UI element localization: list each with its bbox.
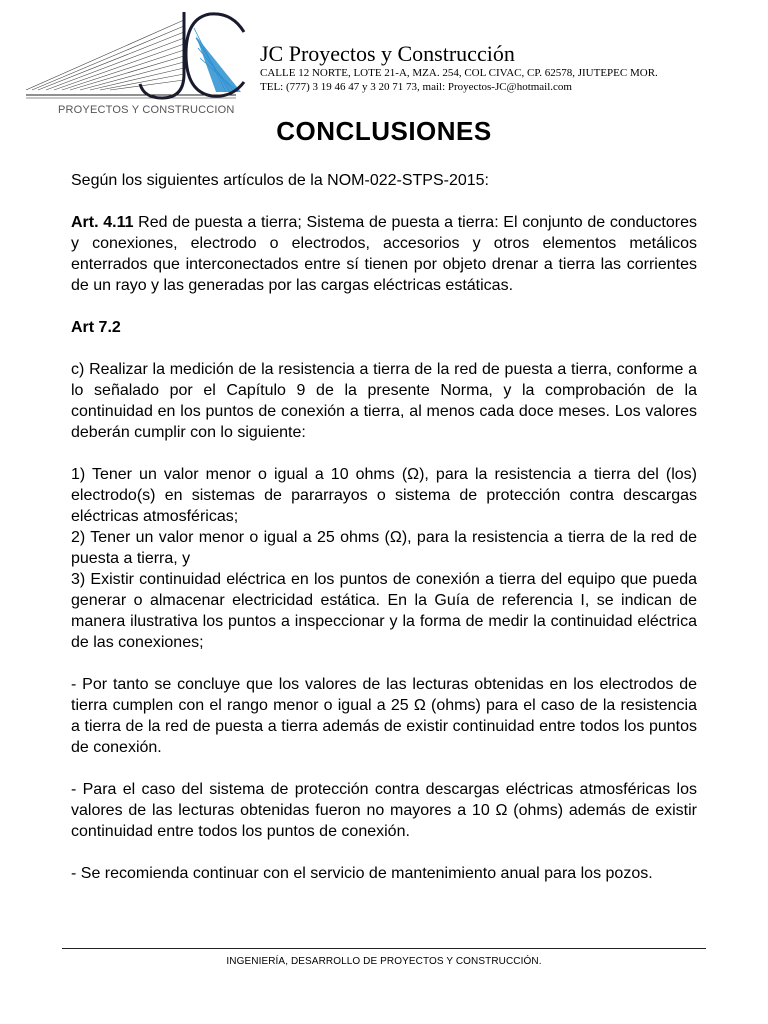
logo-cable-lines: [26, 20, 184, 90]
article-4-11-paragraph: [71, 212, 697, 296]
page-footer: INGENIERÍA, DESARROLLO DE PROYECTOS Y CONSTRUCCIÓN.: [226, 956, 542, 967]
article-4-11-text: Red de puesta a tierra; Sistema de puesta a tierra: El conjunto de conductores y conexiones, electrodo o electrodos, accesorios y otros elementos metálicos enterrados que interconectados entre sí tienen por objeto drenar a tierra las corrientes de un rayo y las generadas por las cargas eléctricas estáticas.: [71, 214, 698, 294]
conclusion-paragraph-3: - Se recomienda continuar con el servicio de mantenimiento anual para los pozos.: [71, 865, 653, 882]
company-address: CALLE 12 NORTE, LOTE 21-A, MZA. 254, COL CIVAC, CP. 62578, JIUTEPEC MOR.: [260, 67, 658, 79]
company-contact: TEL: (777) 3 19 46 47 y 3 20 71 73, mail: Proyectos-JC@hotmail.com: [260, 81, 572, 93]
requirement-item-3: 3) Existir continuidad eléctrica en los puntos de conexión a tierra del equipo que pueda generar o almacenar electricidad estática. En la Guía de referencia I, se indican de manera ilustrativa los puntos a inspeccionar y la forma de medir la continuidad eléctrica de las conexiones;: [71, 571, 697, 651]
intro-paragraph: Según los siguientes artículos de la NOM-022-STPS-2015:: [71, 172, 489, 189]
article-7-2-c-paragraph: c) Realizar la medición de la resistencia a tierra de la red de puesta a tierra, conforme a lo señalado por el Capítulo 9 de la presente Norma, y la comprobación de la continuidad en los puntos de conexión a tierra, al menos cada doce meses. Los valores deberán cumplir con lo siguiente:: [71, 361, 697, 441]
document-body: [71, 170, 697, 884]
requirement-item-2: 2) Tener un valor menor o igual a 25 ohms (Ω), para la resistencia a tierra de la red de puesta a tierra, y: [71, 529, 697, 567]
conclusion-paragraph-1: - Por tanto se concluye que los valores de las lecturas obtenidas en los electrodos de tierra cumplen con el rango menor o igual a 25 Ω (ohms) para el caso de la resistencia a tierra de la red de puesta a tierra además de existir continuidad entre todos los puntos de conexión.: [71, 676, 697, 756]
article-4-11-label: Art. 4.11: [71, 214, 134, 231]
logo-blue-wedge: [196, 36, 241, 92]
requirement-item-1: 1) Tener un valor menor o igual a 10 ohms (Ω), para la resistencia a tierra del (los) electrodo(s) en sistemas de pararrayos o sistema de protección contra descargas eléctricas atmosféricas;: [71, 466, 697, 525]
article-7-2-heading: Art 7.2: [71, 319, 121, 336]
company-header: [260, 42, 658, 94]
conclusion-paragraph-2: - Para el caso del sistema de protección contra descargas eléctricas atmosféricas los valores de las lecturas obtenidas fueron no mayores a 10 Ω (ohms) además de existir continuidad entre todos los puntos de conexión.: [71, 781, 697, 840]
page-title: CONCLUSIONES: [276, 116, 492, 146]
company-name: JC Proyectos y Construcción: [260, 41, 515, 66]
logo-caption: PROYECTOS Y CONSTRUCCION: [58, 104, 235, 116]
footer-divider: [62, 948, 706, 949]
